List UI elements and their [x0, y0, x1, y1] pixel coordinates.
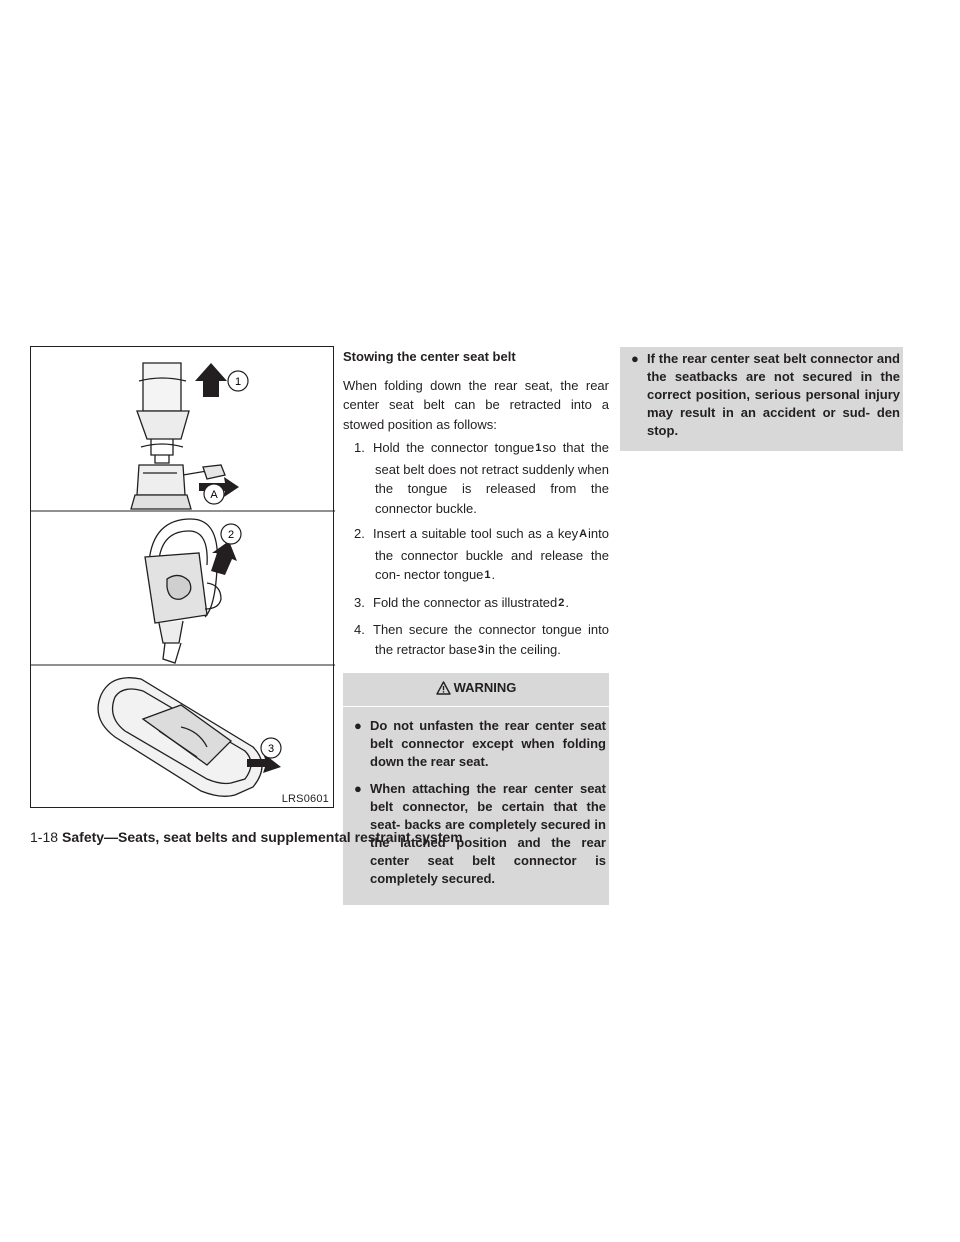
list-item: [343, 438, 609, 518]
svg-text:A: A: [210, 489, 218, 501]
callout-ref: A: [579, 528, 588, 540]
callout-ref: 1: [484, 569, 491, 581]
step-text: Then secure the connector tongue into the retractor base: [373, 622, 609, 657]
callout-ref: 3: [477, 643, 485, 656]
instructions-column: [343, 347, 609, 905]
page-footer: [30, 829, 463, 845]
svg-text:2: 2: [227, 529, 235, 541]
warning-heading: [343, 675, 609, 707]
list-item: [343, 620, 609, 661]
section-intro: When folding down the rear seat, the rear center seat belt can be retracted into a stowed position as follows:: [343, 377, 609, 432]
warning-continued-column: [620, 347, 903, 451]
callout-ref: 1: [535, 442, 542, 454]
list-item: [348, 717, 606, 771]
warning-continued-box: [620, 347, 903, 451]
arrow-1-icon: [195, 363, 227, 397]
bullet-icon: ●: [631, 351, 639, 366]
svg-text:1: 1: [234, 376, 242, 388]
callout-ref: 2: [558, 596, 565, 609]
warning-text: Do not unfasten the rear center seat belt connector except when folding down the rear seat.: [370, 718, 606, 769]
list-item: [343, 524, 609, 587]
warning-title: WARNING: [453, 680, 517, 695]
panel-2-folded-connector: [145, 519, 221, 663]
step-text: so that the seat belt does not retract suddenly when the tongue is released from the connector buckle.: [375, 440, 609, 516]
list-item: [343, 593, 609, 615]
bullet-icon: ●: [354, 718, 362, 733]
svg-text:3: 3: [267, 743, 275, 755]
callout-1-marker: [228, 371, 248, 391]
warning-box: [343, 673, 609, 905]
step-number: 1.: [354, 440, 365, 455]
illustration-figure: [30, 346, 334, 808]
warning-list: [348, 717, 606, 888]
section-heading: Stowing the center seat belt: [343, 349, 516, 364]
figure-id: LRS0601: [281, 793, 329, 805]
bullet-icon: ●: [354, 781, 362, 796]
step-text: Hold the connector tongue: [373, 440, 535, 455]
warning-text: When attaching the rear center seat belt connector, be certain that the seat- backs are completely secured in the latched position and the rear center seat belt connector is completely secured.: [370, 781, 606, 886]
step-text: Insert a suitable tool such as a key: [373, 526, 579, 541]
step-text: in the ceiling.: [485, 641, 561, 657]
steps-list: [343, 438, 609, 661]
step-number: 2.: [354, 526, 365, 541]
footer-section-title: Safety—Seats, seat belts and supplemental restraint system: [62, 829, 463, 845]
step-text: .: [565, 594, 570, 610]
page-number: 1-18: [30, 829, 59, 845]
step-text: into the connector buckle and release the con- nector tongue: [375, 526, 609, 582]
step-number: 3.: [354, 594, 365, 610]
step-number: 4.: [354, 622, 365, 637]
callout-3-marker: [261, 738, 281, 758]
seat-belt-illustration: [31, 347, 335, 809]
arrow-2-icon: [211, 541, 237, 575]
step-text: Fold the connector as illustrated: [373, 594, 558, 610]
step-text: .: [491, 567, 496, 582]
callout-a-marker: [204, 484, 224, 504]
warning-text: If the rear center seat belt connector and the seatbacks are not secured in the correct position, serious personal injury may result in an accident or sud- den stop.: [647, 351, 900, 438]
panel-3-retractor-base: [98, 678, 262, 797]
warning-list: [625, 350, 900, 440]
callout-2-marker: [221, 524, 241, 544]
warning-triangle-icon: [436, 681, 451, 700]
list-item: [625, 350, 900, 440]
